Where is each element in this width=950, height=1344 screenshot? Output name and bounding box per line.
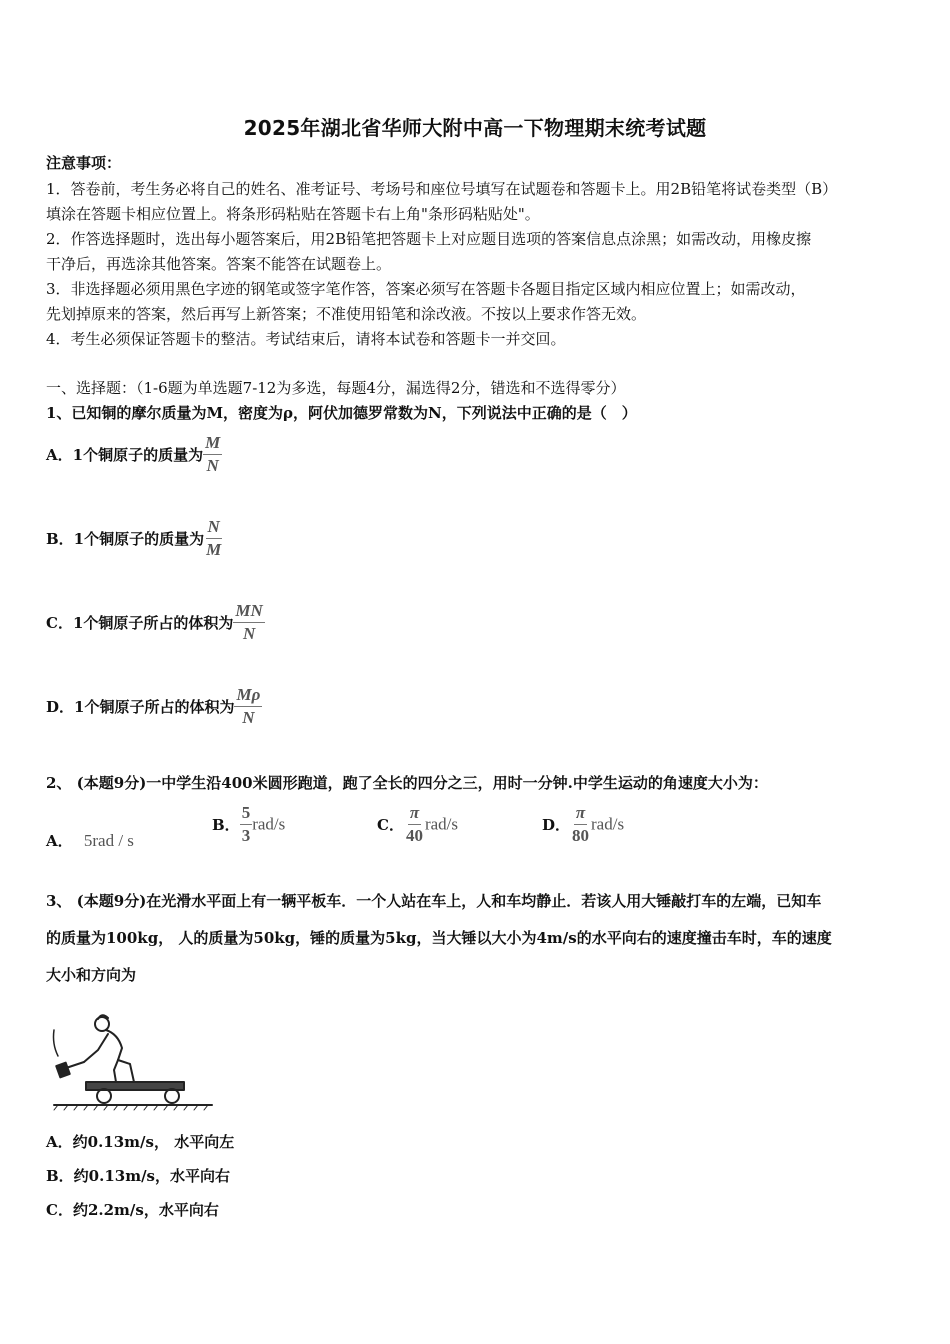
q2-option-a xyxy=(46,830,134,851)
hammer-cart-illustration xyxy=(44,1004,216,1112)
fraction xyxy=(233,602,264,643)
q2-option-c xyxy=(377,804,458,845)
numerator: π xyxy=(408,804,421,825)
notice-line: 3．非选择题必须用黑色字迹的钢笔或签字笔作答，答案必须写在答题卡各题目指定区域内相应位置上；如需改动， xyxy=(46,280,806,298)
denominator: N xyxy=(242,623,256,643)
option-label: C．1个铜原子所占的体积为 xyxy=(46,613,234,632)
notice-line: 1．答卷前，考生务必将自己的姓名、准考证号、考场号和座位号填写在试题卷和答题卡上。用2B铅笔将试卷类型（B） xyxy=(46,180,838,198)
question-3-stem-line: 的质量为100kg， 人的质量为50kg，锤的质量为5kg，当大锤以大小为4m/s的水平向右的速度撞击车时，车的速度 xyxy=(46,929,832,947)
notice-line: 2．作答选择题时，选出每小题答案后，用2B铅笔把答题卡上对应题目选项的答案信息点涂黑；如需改动，用橡皮擦 xyxy=(46,230,812,248)
exam-title: 2025年湖北省华师大附中高一下物理期末统考试题 xyxy=(243,116,707,140)
person-leg xyxy=(114,1060,118,1082)
notice-line: 填涂在答题卡相应位置上。将条形码粘贴在答题卡右上角"条形码粘贴处"。 xyxy=(46,205,540,223)
option-expression: 5rad / s xyxy=(83,830,134,850)
fraction xyxy=(204,518,223,559)
q3-option-c: C．约2.2m/s，水平向右 xyxy=(46,1201,219,1219)
numerator: Mρ xyxy=(234,686,262,707)
denominator: 80 xyxy=(572,825,590,845)
numerator: 5 xyxy=(240,804,253,825)
fraction xyxy=(404,804,425,845)
q2-option-b xyxy=(212,804,285,845)
numerator: M xyxy=(203,434,222,455)
cart-wheel xyxy=(165,1089,179,1103)
q1-option-b xyxy=(46,518,223,559)
section-heading: 一、选择题：（1-6题为单选题7-12为多选，每题4分，漏选得2分，错选和不选得零分） xyxy=(46,379,626,397)
unit: rad/s xyxy=(252,814,286,834)
option-label: A． xyxy=(46,832,73,850)
numerator: MN xyxy=(233,602,264,623)
q2-option-d xyxy=(542,804,624,845)
notice-line: 先划掉原来的答案，然后再写上新答案；不准使用铅笔和涂改液。不按以上要求作答无效。 xyxy=(46,305,647,323)
q3-option-a: A．约0.13m/s， 水平向左 xyxy=(46,1133,235,1151)
q1-option-d xyxy=(46,686,262,727)
denominator: N xyxy=(206,455,219,475)
fraction xyxy=(203,434,222,475)
numerator: N xyxy=(206,518,222,539)
cart-wheel xyxy=(97,1089,111,1103)
person-leg xyxy=(118,1060,134,1082)
fraction xyxy=(234,686,262,727)
fraction xyxy=(570,804,591,845)
question-3-stem-line: 3、 (本题9分)在光滑水平面上有一辆平板车．一个人站在车上，人和车均静止．若该人用大锤敲打车的左端，已知车 xyxy=(46,892,822,910)
option-label: D． xyxy=(542,815,571,834)
question-3-stem-line: 大小和方向为 xyxy=(46,966,137,984)
denominator: 40 xyxy=(405,825,423,845)
unit: rad/s xyxy=(424,814,458,834)
swing-arc xyxy=(54,1030,59,1056)
notice-heading: 注意事项： xyxy=(46,154,122,172)
hammer-head xyxy=(56,1063,70,1078)
unit: rad/s xyxy=(591,814,625,834)
option-label: B．1个铜原子的质量为 xyxy=(46,529,205,548)
notice-line: 4．考生必须保证答题卡的整洁。考试结束后，请将本试卷和答题卡一并交回。 xyxy=(46,330,566,348)
hammer-handle xyxy=(66,1062,84,1068)
denominator: N xyxy=(242,707,255,727)
q3-option-b: B．约0.13m/s，水平向右 xyxy=(46,1167,231,1185)
numerator: π xyxy=(574,804,587,825)
question-1-stem: 1、已知铜的摩尔质量为M，密度为ρ，阿伏加德罗常数为N，下列说法中正确的是（ ） xyxy=(46,404,637,422)
option-label: A．1个铜原子的质量为 xyxy=(46,445,204,464)
q1-option-c xyxy=(46,602,265,643)
denominator: M xyxy=(206,539,222,559)
fraction xyxy=(240,804,253,845)
q1-option-a xyxy=(46,434,222,475)
person-arm xyxy=(84,1034,108,1062)
question-2-stem: 2、 (本题9分)一中学生沿400米圆形跑道，跑了全长的四分之三，用时一分钟.中学生运动的角速度大小为： xyxy=(46,774,768,792)
option-label: B． xyxy=(212,815,240,834)
option-label: D．1个铜原子所占的体积为 xyxy=(46,697,235,716)
option-label: C． xyxy=(377,815,404,834)
denominator: 3 xyxy=(241,825,251,845)
notice-line: 干净后，再选涂其他答案。答案不能答在试题卷上。 xyxy=(46,255,392,273)
